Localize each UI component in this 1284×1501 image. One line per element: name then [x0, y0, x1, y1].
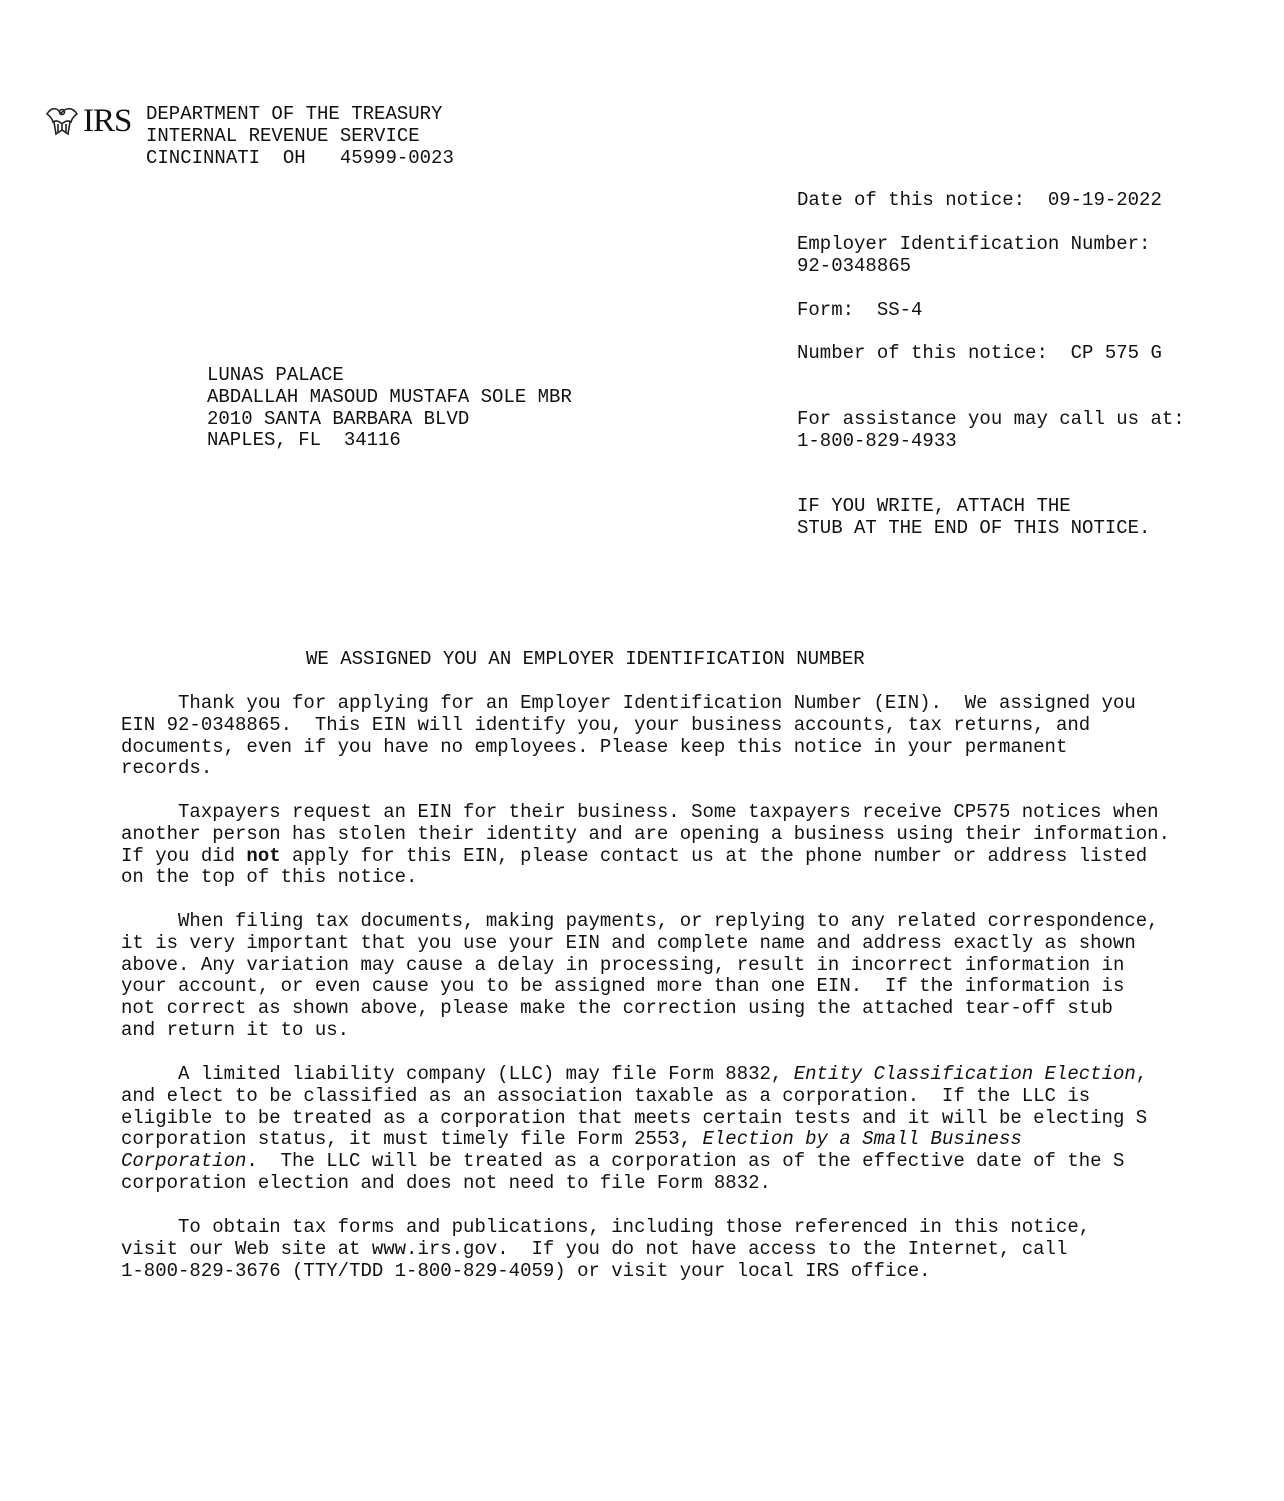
- recipient-line: NAPLES, FL 34116: [207, 429, 401, 452]
- emphasis-not: not: [246, 844, 281, 867]
- write-instruction-line: IF YOU WRITE, ATTACH THE: [797, 495, 1071, 517]
- text-line: [121, 1151, 1261, 1173]
- agency-line: INTERNAL REVENUE SERVICE: [146, 124, 420, 147]
- recipient-line: ABDALLAH MASOUD MUSTAFA SOLE MBR: [207, 385, 572, 408]
- agency-address: [146, 104, 454, 169]
- notice-title: WE ASSIGNED YOU AN EMPLOYER IDENTIFICATION NUMBER: [306, 648, 865, 670]
- text-line: [121, 846, 1261, 868]
- assistance-phone: 1-800-829-4933: [797, 430, 957, 452]
- ein-value: 92-0348865: [797, 255, 912, 277]
- paragraph-llc-classification: [121, 1064, 1261, 1195]
- text-line: 1-800-829-3676 (TTY/TDD 1-800-829-4059) or visit your local IRS office.: [121, 1259, 931, 1282]
- agency-line: CINCINNATI OH 45999-0023: [146, 146, 454, 169]
- text-line: above. Any variation may cause a delay in processing, result in incorrect information in: [121, 953, 1125, 976]
- text-segment: . The LLC will be treated as a corporation as of the effective date of the S: [246, 1150, 1125, 1173]
- paragraph-ein-assigned: [121, 693, 1261, 780]
- text-segment: apply for this EIN, please contact us at the phone number or address listed: [280, 844, 1148, 867]
- text-line: corporation election and does not need to file Form 8832.: [121, 1171, 771, 1194]
- write-instruction-line: STUB AT THE END OF THIS NOTICE.: [797, 517, 1151, 539]
- eagle-icon: [44, 104, 80, 138]
- text-segment: If you did: [121, 844, 247, 867]
- form-title-italic: Entity Classification Election: [793, 1063, 1136, 1085]
- form-label: Form: SS-4: [797, 299, 923, 321]
- recipient-line: LUNAS PALACE: [207, 364, 344, 386]
- text-line: visit our Web site at www.irs.gov. If you do not have access to the Internet, call: [121, 1237, 1068, 1260]
- text-line: not correct as shown above, please make the correction using the attached tear-off stub: [121, 997, 1113, 1020]
- text-line: on the top of this notice.: [121, 866, 418, 889]
- text-segment: corporation status, it must timely file Form 2553,: [121, 1128, 703, 1151]
- text-line: When filing tax documents, making payments, or replying to any related correspondence,: [121, 910, 1159, 932]
- text-line: records.: [121, 757, 213, 780]
- irs-logo: [44, 104, 131, 138]
- agency-line: DEPARTMENT OF THE TREASURY: [146, 103, 443, 125]
- assistance-label: For assistance you may call us at:: [797, 408, 1185, 430]
- text-line: eligible to be treated as a corporation that meets certain tests and it will be electing S: [121, 1106, 1148, 1129]
- text-line: [121, 1129, 1261, 1151]
- notice-date: Date of this notice: 09-19-2022: [797, 189, 1162, 211]
- text-line: another person has stolen their identity and are opening a business using their information.: [121, 822, 1170, 845]
- text-line: and return it to us.: [121, 1018, 350, 1041]
- paragraph-identity-theft: [121, 802, 1261, 889]
- text-line: To obtain tax forms and publications, including those referenced in this notice,: [121, 1216, 1091, 1238]
- ein-label: Employer Identification Number:: [797, 233, 1151, 255]
- notice-number: Number of this notice: CP 575 G: [797, 342, 1162, 364]
- text-line: Thank you for applying for an Employer Identification Number (EIN). We assigned you: [121, 692, 1136, 714]
- text-line: and elect to be classified as an association taxable as a corporation. If the LLC is: [121, 1084, 1091, 1107]
- recipient-line: 2010 SANTA BARBARA BLVD: [207, 407, 470, 430]
- text-line: it is very important that you use your EIN and complete name and address exactly as shown: [121, 931, 1136, 954]
- text-line: Taxpayers request an EIN for their business. Some taxpayers receive CP575 notices when: [121, 801, 1159, 823]
- text-segment: A limited liability company (LLC) may file Form 8832,: [121, 1063, 794, 1085]
- irs-logo-text: IRS: [83, 103, 132, 139]
- form-title-italic: Corporation: [121, 1150, 247, 1173]
- form-title-italic: Election by a Small Business: [702, 1128, 1022, 1151]
- text-line: documents, even if you have no employees. Please keep this notice in your permanent: [121, 735, 1068, 758]
- paragraph-filing-instructions: [121, 911, 1261, 1042]
- text-line: [121, 1064, 1261, 1086]
- text-segment: ,: [1135, 1063, 1148, 1085]
- recipient-address: [207, 365, 572, 452]
- paragraph-tax-forms: [121, 1217, 1261, 1282]
- text-line: EIN 92-0348865. This EIN will identify you, your business accounts, tax returns, and: [121, 713, 1091, 736]
- text-line: your account, or even cause you to be assigned more than one EIN. If the information is: [121, 975, 1125, 998]
